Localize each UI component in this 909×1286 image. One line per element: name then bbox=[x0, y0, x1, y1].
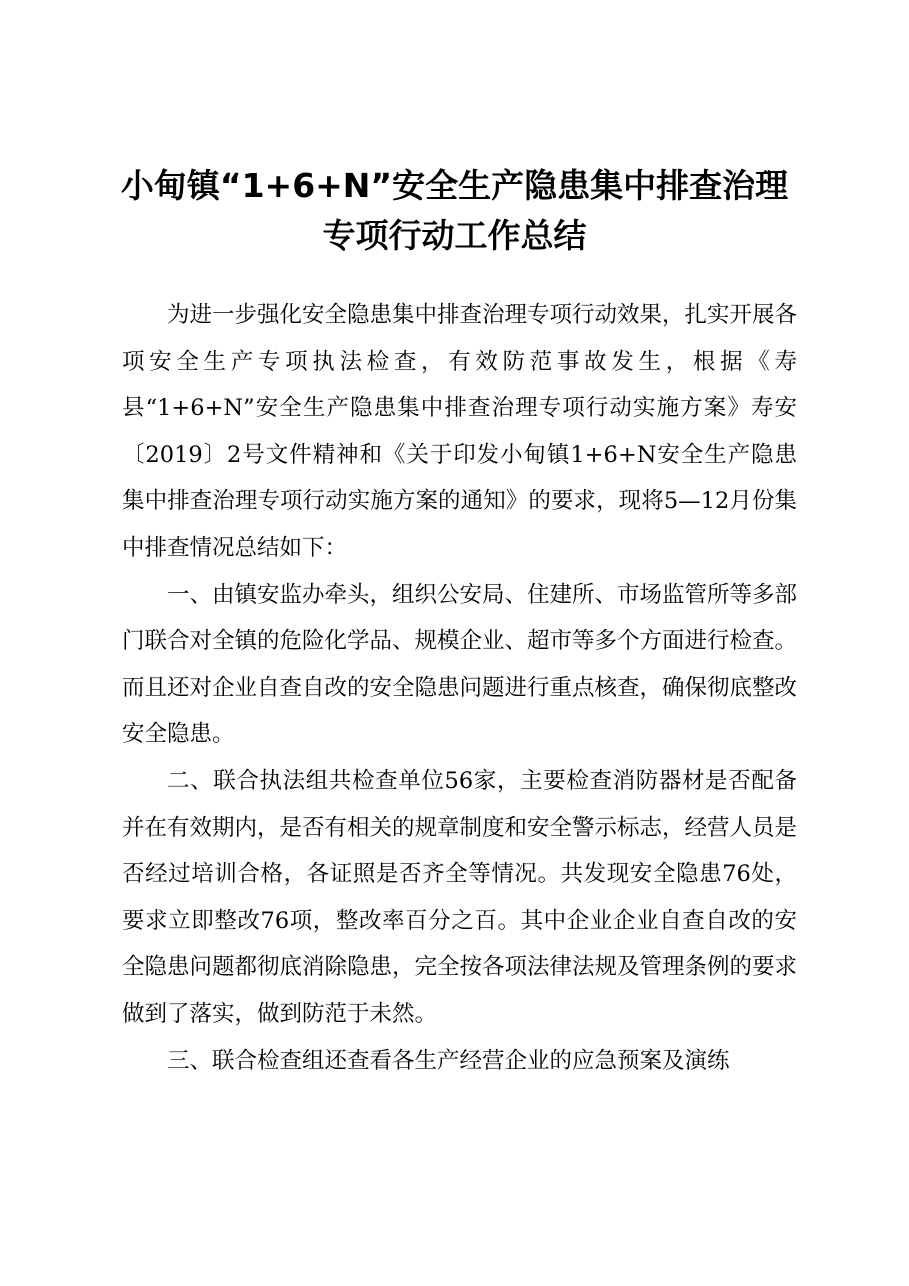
document-body bbox=[122, 292, 797, 1084]
paragraph-intro: 为进一步强化安全隐患集中排查治理专项行动效果，扎实开展各项安全生产专项执法检查，有效防范事故发生，根据《寿县“1+6+N”安全生产隐患集中排查治理专项行动实施方案》寿安〔2019〕2号文件精神和《关于印发小甸镇1+6+N安全生产隐患集中排查治理专项行动实施方案的通知》的要求，现将5—12月份集中排查情况总结如下： bbox=[122, 302, 798, 561]
document-title-line-2: 专项行动工作总结 bbox=[322, 216, 587, 255]
paragraph-item-3: 三、联合检查组还查看各生产经营企业的应急预案及演练 bbox=[167, 1047, 730, 1074]
paragraph-item-1: 一、由镇安监办牵头，组织公安局、住建所、市场监管所等多部门联合对全镇的危险化学品、规模企业、超市等多个方面进行检查。而且还对企业自查自改的安全隐患问题进行重点核查，确保彻底整改安全隐患。 bbox=[122, 581, 798, 748]
document-title-line-1: 小甸镇“1+6+N”安全生产隐患集中排查治理 bbox=[120, 166, 789, 205]
paragraph-item-2: 二、联合执法组共检查单位56家，主要检查消防器材是否配备并在有效期内，是否有相关的规章制度和安全警示标志，经营人员是否经过培训合格，各证照是否齐全等情况。共发现安全隐患76处，要求立即整改76项，整改率百分之百。其中企业企业自查自改的安全隐患问题都彻底消除隐患，完全按各项法律法规及管理条例的要求做到了落实，做到防范于未然。 bbox=[122, 767, 798, 1027]
